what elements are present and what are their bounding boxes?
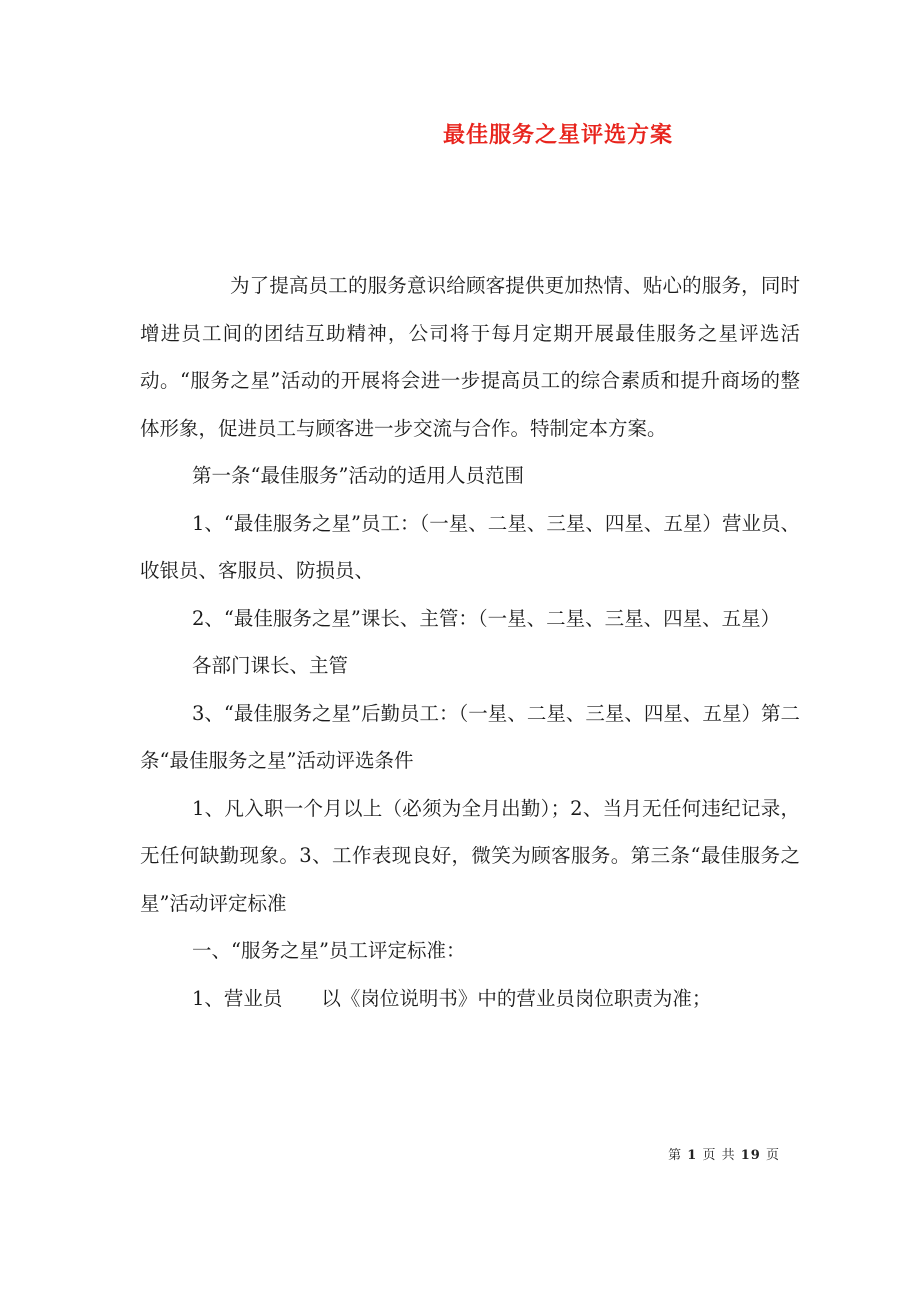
scope-item-2: 2、“最佳服务之星”课长、主管：（一星、二星、三星、四星、五星） <box>192 606 781 630</box>
scope-item-3: 3、“最佳服务之星”后勤员工：（一星、二星、三星、四星、五星）第二条“最佳服务之星”活动评选条件 <box>140 701 800 772</box>
article-1-heading: 第一条“最佳服务”活动的适用人员范围 <box>192 464 524 487</box>
scope-item-1: 1、“最佳服务之星”员工：（一星、二星、三星、四星、五星）营业员、收银员、客服员、防损员、 <box>140 511 800 582</box>
standard-heading: 一、“服务之星”员工评定标准： <box>192 939 466 962</box>
footer-total-pages: 19 <box>740 1148 761 1163</box>
document-body <box>140 262 800 1022</box>
intro-paragraph: 为了提高员工的服务意识给顾客提供更加热情、贴心的服务，同时增进员工间的团结互助精神，公司将于每月定期开展最佳服务之星评选活动。“服务之星”活动的开展将会进一步提高员工的综合素质和提升商场的整体形象，促进员工与顾客进一步交流与合作。特制定本方案。 <box>140 274 800 440</box>
footer-middle: 页 共 <box>702 1148 736 1163</box>
footer-current-page: 1 <box>687 1148 698 1163</box>
scope-item-2-detail: 各部门课长、主管 <box>192 654 349 677</box>
standard-item-1: 1、营业员 以《岗位说明书》中的营业员岗位职责为准； <box>192 986 712 1010</box>
footer-suffix: 页 <box>765 1148 780 1163</box>
page-footer <box>668 1144 780 1163</box>
footer-prefix: 第 <box>668 1148 683 1163</box>
criteria-paragraph: 1、凡入职一个月以上（必须为全月出勤）；2、当月无任何违纪记录，无任何缺勤现象。3、工作表现良好，微笑为顾客服务。第三条“最佳服务之星”活动评定标准 <box>140 796 800 915</box>
document-title: 最佳服务之星评选方案 <box>442 122 673 148</box>
